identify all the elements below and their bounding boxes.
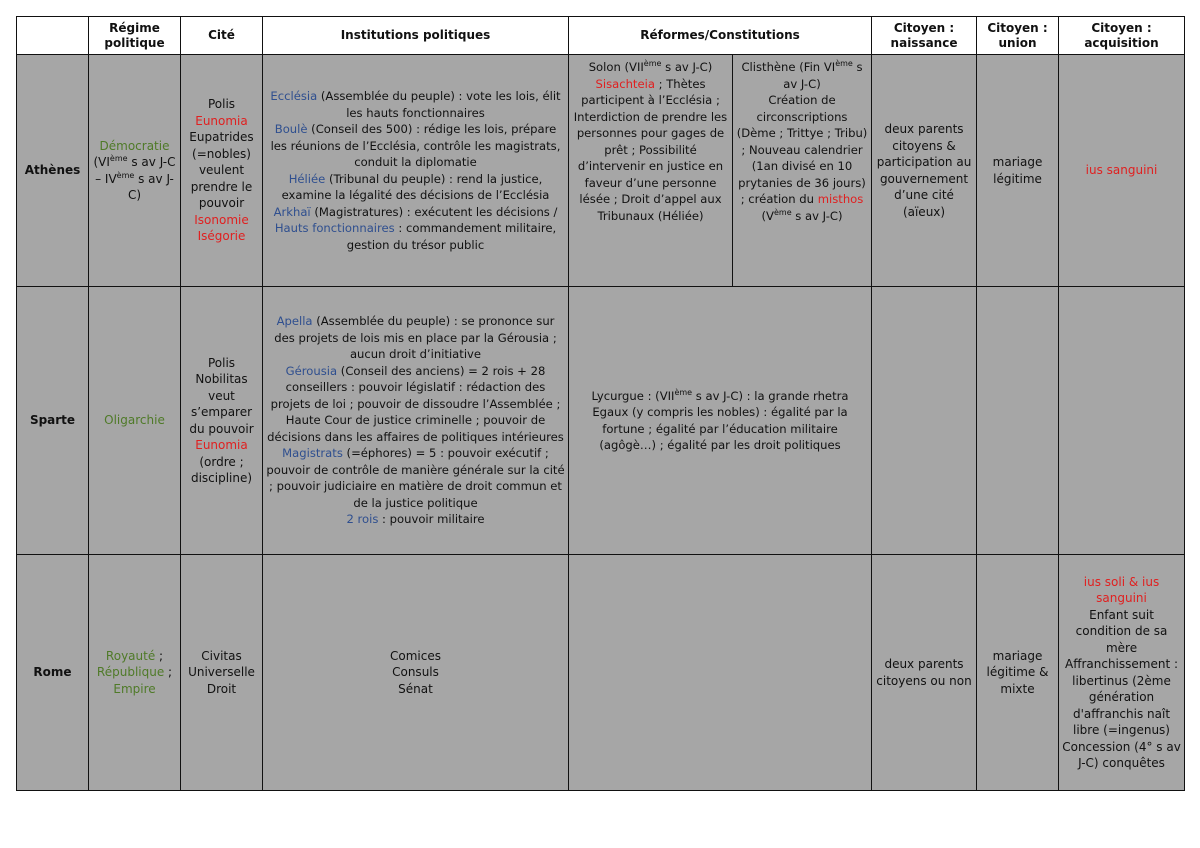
rome-regime-sep2: ;: [164, 665, 173, 680]
clisthene-text: Création de circonscriptions (Dème ; Trittye ; Tribu) ; Nouveau calendrier (1an divisé en 10 prytanies de 36 jours) ; création du: [736, 93, 868, 206]
athenes-regime-date-a: (VI: [93, 155, 110, 169]
row-athenes: [17, 55, 1185, 287]
athenes-inst-ecclesia: [266, 88, 565, 121]
athenes-cite-eunomia: Eunomia: [195, 113, 248, 128]
rome-regime-republique: République: [96, 665, 165, 680]
solon-text: ; Thètes participent à l’Ecclésia ; Interdiction de prendre les personnes pour gages de prêt ; Possibilité d’intervenir en justice en faveur d’une personne lésée ; Droit d’appel aux Tribunaux (Héliée): [573, 76, 728, 223]
sparte-acquisition: [1059, 287, 1185, 555]
clisthene-body: [737, 93, 868, 223]
rome-inst-comices: Comices: [390, 648, 441, 663]
athenes-inst-boule: [266, 121, 565, 171]
clisthene-tail-b: s av J-C): [791, 208, 843, 223]
hauts-fonctionnaires-term: Hauts fonctionnaires: [274, 221, 395, 235]
lycurgue-a: Lycurgue : (VII: [591, 388, 675, 403]
header-regime-line1: Régime: [109, 20, 160, 35]
heliee-term: Héliée: [288, 171, 326, 186]
lycurgue-text: Egaux (y compris les nobles) : égalité par la fortune ; égalité par l’éducation militaire (agôgè…) ; égalité par les droit politiques: [592, 405, 848, 452]
header-row: [17, 17, 1185, 55]
header-acquisition-line2: acquisition: [1084, 35, 1159, 50]
clisthene-title: [736, 59, 868, 92]
misthos-term: misthos: [817, 192, 864, 206]
athenes-regime-name: Démocratie: [99, 138, 170, 153]
rome-inst-consuls: Consuls: [392, 665, 439, 680]
athenes-union: mariage légitime: [977, 55, 1059, 287]
rome-inst-senat: Sénat: [398, 681, 433, 696]
magistrats-text: (=éphores) = 5 : pouvoir exécutif ; pouvoir de contrôle de manière générale sur la cité ; pouvoir judiciaire en matière de droit commun et de la justice politique: [266, 446, 565, 510]
header-regime-line2: politique: [104, 35, 165, 50]
header-naissance: [872, 17, 977, 55]
sparte-inst-gerousia: [266, 363, 565, 446]
athenes-naissance: deux parents citoyens & participation au gouvernement d’une cité (aïeux): [872, 55, 977, 287]
hauts-fonctionnaires-text: : commandement militaire, gestion du trésor public: [346, 221, 557, 252]
athenes-reforme-solon: [569, 55, 733, 287]
athenes-cite-eupatrides: Eupatrides (=nobles) veulent prendre le pouvoir: [189, 130, 254, 211]
sparte-reformes: [569, 287, 872, 555]
header-naissance-line2: naissance: [890, 35, 958, 50]
sparte-inst-magistrats: [266, 445, 565, 511]
ecclesia-text: (Assemblée du peuple) : vote les lois, élit les hauts fonctionnaires: [317, 89, 561, 120]
athenes-inst-arkhai: [266, 204, 565, 254]
rome-union: mariage légitime & mixte: [977, 555, 1059, 791]
gerousia-text: (Conseil des anciens) = 2 rois + 28 conseillers : pouvoir législatif : rédaction des projets de loi ; pouvoir de dissoudre l’Assemblée ; Haute Cour de justice criminelle ; pouvoir de décisions dans les affaires de politiques intérieures: [267, 363, 564, 444]
heliee-text: (Tribunal du peuple) : rend la justice, examine la légalité des décisions de l’Ecclésia: [281, 171, 550, 202]
arkhai-term: Arkhaï: [273, 204, 311, 219]
lycurgue-title: [572, 388, 868, 405]
magistrats-term: Magistrats: [282, 446, 343, 461]
rome-acquisition-ius: ius soli & ius sanguini: [1083, 574, 1160, 605]
header-union-line2: union: [998, 35, 1037, 50]
rome-cite: Civitas Universelle Droit: [181, 555, 263, 791]
sparte-cite-eunomia: Eunomia: [195, 438, 248, 452]
gerousia-term: Gérousia: [285, 363, 338, 378]
clisthene-tail-sup: ème: [773, 207, 792, 217]
rome-institutions: [263, 555, 569, 791]
solon-date: s av J-C): [661, 60, 713, 74]
header-regime: [89, 17, 181, 55]
solon-title: [572, 59, 729, 76]
apella-term: Apella: [276, 314, 313, 329]
solon-body: [574, 77, 727, 223]
rome-regime: [89, 555, 181, 791]
rome-acquisition: [1059, 555, 1185, 791]
header-naissance-line1: Citoyen :: [893, 20, 955, 35]
athenes-regime-date-c: s av J-C): [127, 171, 174, 202]
ecclesia-term: Ecclésia: [270, 89, 318, 103]
sparte-regime: Oligarchie: [89, 287, 181, 555]
rome-reformes: [569, 555, 872, 791]
header-union-line1: Citoyen :: [987, 20, 1048, 35]
sparte-inst-rois: [266, 511, 565, 528]
rois-term: 2 rois: [346, 512, 379, 527]
row-label-rome: Rome: [17, 555, 89, 791]
arkhai-text: (Magistratures) : exécutent les décisions /: [310, 204, 558, 219]
sparte-cite-b: (ordre ; discipline): [190, 454, 253, 485]
lycurgue-sup: ème: [674, 387, 693, 397]
sparte-institutions: [263, 287, 569, 555]
header-institutions: Institutions politiques: [263, 17, 569, 55]
sparte-inst-apella: [266, 313, 565, 363]
row-rome: [17, 555, 1185, 791]
sparte-naissance: [872, 287, 977, 555]
solon-sup: ème: [643, 59, 662, 69]
athenes-reforme-clisthene: [733, 55, 872, 287]
athenes-cite: [181, 55, 263, 287]
athenes-cite-isegorie: Iségorie: [197, 229, 246, 244]
header-acquisition-line1: Citoyen :: [1091, 20, 1152, 35]
rome-regime-empire: Empire: [113, 681, 156, 696]
sparte-union: [977, 287, 1059, 555]
header-blank: [17, 17, 89, 55]
boule-text: (Conseil des 500) : rédige les lois, prépare les réunions de l’Ecclésia, contrôle les magistrats, conduit la diplomatie: [270, 122, 561, 169]
header-reformes: Réformes/Constitutions: [569, 17, 872, 55]
athenes-regime-sup-b: ème: [116, 170, 135, 180]
header-union: [977, 17, 1059, 55]
sparte-cite-a: Polis Nobilitas veut s’emparer du pouvoir: [189, 355, 254, 436]
rome-regime-royaute: Royauté: [105, 648, 156, 663]
sisachteia-term: Sisachteia: [595, 76, 655, 91]
rome-naissance: deux parents citoyens ou non: [872, 555, 977, 791]
athenes-inst-heliee: [266, 171, 565, 204]
athenes-regime-dates: [93, 155, 175, 202]
apella-text: (Assemblée du peuple) : se prononce sur des projets de lois mis en place par la Gérousia ; aucun droit d’initiative: [274, 314, 557, 362]
clisthene-sup: ème: [835, 59, 853, 69]
rois-text: : pouvoir militaire: [378, 512, 485, 527]
clisthene-tail-a: (V: [761, 208, 774, 223]
athenes-regime: [89, 55, 181, 287]
athenes-regime-date-b: s av J-C – IV: [95, 155, 176, 186]
header-acquisition: [1059, 17, 1185, 55]
rome-acquisition-text: Enfant suit condition de sa mère Affranchissement : libertinus (2ème génération d'affranchis naît libre (=ingenus) Concession (4° s av J-C) conquêtes: [1062, 607, 1181, 770]
clisthene-date: s av J-C): [783, 60, 863, 91]
header-cite: Cité: [181, 17, 263, 55]
athenes-institutions: [263, 55, 569, 287]
athenes-regime-sup-a: ème: [109, 154, 128, 163]
athenes-cite-isonomie: Isonomie: [194, 212, 249, 227]
rome-regime-sep1: ;: [155, 648, 164, 663]
clisthene-name: Clisthène (Fin VI: [741, 60, 836, 74]
lycurgue-b: s av J-C) : la grande rhetra: [692, 388, 849, 403]
row-label-sparte: Sparte: [17, 287, 89, 555]
citizenship-comparison-table: [16, 16, 1185, 791]
boule-term: Boulè: [274, 122, 308, 136]
athenes-cite-polis: Polis: [207, 97, 236, 112]
solon-name: Solon (VII: [588, 60, 644, 74]
row-label-athenes: Athènes: [17, 55, 89, 287]
row-sparte: [17, 287, 1185, 555]
sparte-cite: [181, 287, 263, 555]
athenes-acquisition: ius sanguini: [1059, 55, 1185, 287]
